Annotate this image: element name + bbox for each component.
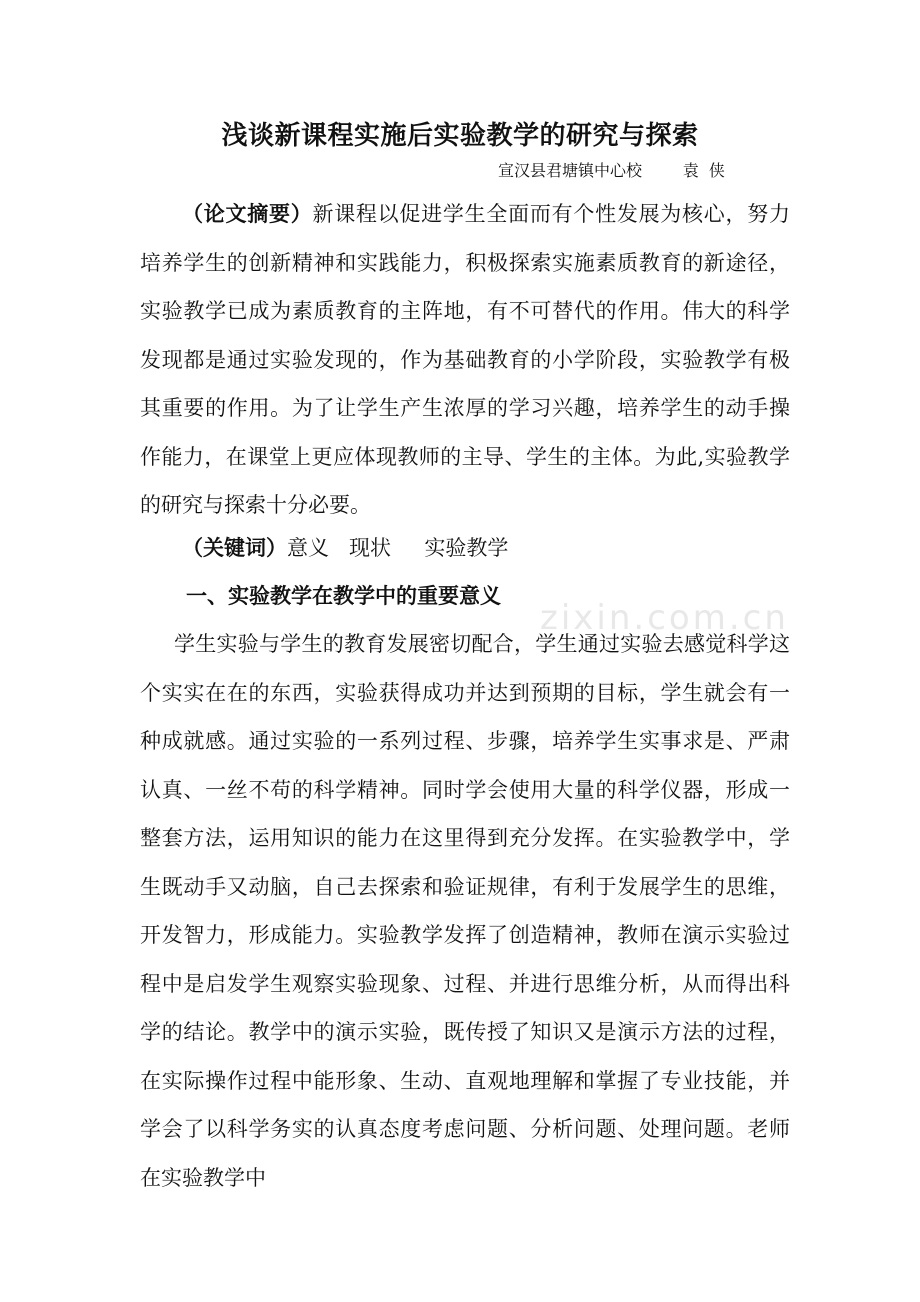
keywords-line — [182, 524, 508, 572]
keywords-label: （关键词） — [182, 535, 287, 560]
section-paragraph: 学生实验与学生的教育发展密切配合，学生通过实验去感觉科学这个实实在在的东西，实验获得成功并达到预期的目标，学生就会有一种成就感。通过实验的一系列过程、步骤，培养学生实事求是、严肃认真、一丝不苟的科学精神。同时学会使用大量的科学仪器，形成一整套方法，运用知识的能力在这里得到充分发挥。在实验教学中，学生既动手又动脑，自己去探索和验证规律，有利于发展学生的思维，开发智力，形成能力。实验教学发挥了创造精神，教师在演示实验过程中是启发学生观察实验现象、过程、并进行思维分析，从而得出科学的结论。教学中的演示实验，既传授了知识又是演示方法的过程，在实际操作过程中能形象、生动、直观地理解和掌握了专业技能，并学会了以科学务实的认真态度考虑问题、分析问题、处理问题。老师在实验教学中 — [140, 632, 790, 1190]
abstract-text: 新课程以促进学生全面而有个性发展为核心，努力培养学生的创新精神和实践能力，积极探索实施素质教育的新途径，实验教学已成为素质教育的主阵地，有不可替代的作用。伟大的科学发现都是通过实验发现的，作为基础教育的小学阶段，实验教学有极其重要的作用。为了让学生产生浓厚的学习兴趣，培养学生的动手操作能力，在课堂上更应体现教师的主导、学生的主体。为此,实验教学的研究与探索十分必要。 — [140, 202, 791, 517]
abstract-label: （论文摘要） — [182, 201, 313, 226]
watermark: zixin.com.cn — [540, 598, 789, 638]
author-line: 宣汉县君塘镇中心校 袁 侠 — [498, 161, 725, 180]
document-title: 浅谈新课程实施后实验教学的研究与探索 — [221, 121, 699, 151]
abstract-paragraph — [140, 190, 790, 530]
section-heading: 一、实验教学在教学中的重要意义 — [186, 583, 501, 608]
keywords-text: 意义 现状 实验教学 — [287, 536, 509, 560]
